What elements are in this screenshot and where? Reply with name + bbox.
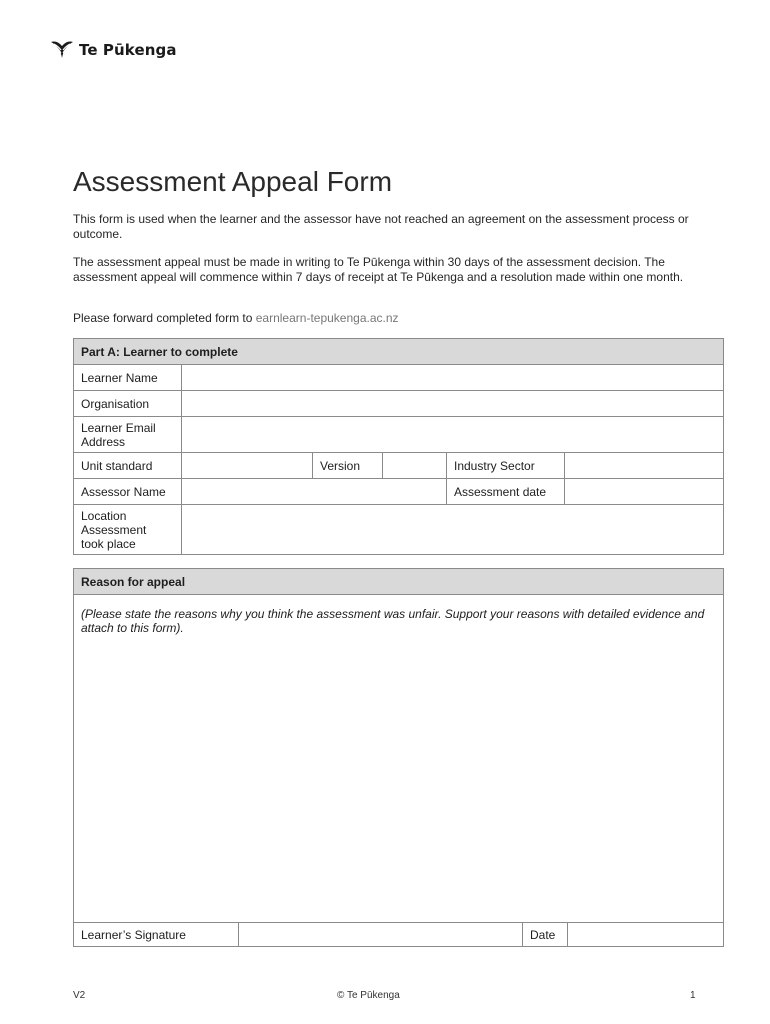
location-label-line3: took place [81,536,136,551]
email-link[interactable]: earnlearn-tepukenga.ac.nz [255,311,399,325]
footer-page-number: 1 [690,990,696,1001]
part-a-table [73,338,724,555]
page-title: Assessment Appeal Form [73,166,393,197]
signature-field[interactable] [239,923,523,947]
learner-email-label [74,417,182,453]
logo-text: Te Pūkenga [79,41,177,59]
brand-logo [50,38,177,62]
date-field[interactable] [568,923,724,947]
version-label: Version [313,453,383,479]
intro-paragraph-1: This form is used when the learner and the assessor have not reached an agreement on the assessment process or outcome. [73,212,689,241]
footer-version: V2 [73,990,86,1001]
footer-copyright: © Te Pūkenga [337,990,400,1001]
industry-sector-field[interactable] [565,453,724,479]
learner-email-label-line2: Address [81,434,126,449]
signature-label: Learner’s Signature [74,923,239,947]
learner-name-label: Learner Name [74,365,182,391]
version-field[interactable] [383,453,447,479]
part-a-header: Part A: Learner to complete [74,339,724,365]
learner-name-field[interactable] [182,365,724,391]
learner-email-label-line1: Learner Email [81,420,156,435]
intro-paragraph-3 [73,311,725,326]
location-label-line2: Assessment [81,522,147,537]
unit-standard-label: Unit standard [74,453,182,479]
reason-field[interactable] [74,595,724,923]
forward-text: Please forward completed form to [73,311,256,325]
industry-sector-label: Industry Sector [447,453,565,479]
location-field[interactable] [182,505,724,555]
intro-paragraph-2: The assessment appeal must be made in writing to Te Pūkenga within 30 days of the assessment decision. The assessment appeal will commence within 7 days of receipt at Te Pūkenga and a resolution made within one month. [73,255,684,284]
assessment-date-field[interactable] [565,479,724,505]
assessor-name-field[interactable] [182,479,447,505]
unit-standard-field[interactable] [182,453,313,479]
reason-table [73,568,724,947]
date-label: Date [523,923,568,947]
bird-logo-icon [50,38,74,62]
organisation-field[interactable] [182,391,724,417]
organisation-label: Organisation [74,391,182,417]
reason-header: Reason for appeal [74,569,724,595]
assessment-date-label: Assessment date [447,479,565,505]
assessor-name-label: Assessor Name [74,479,182,505]
reason-instructions: (Please state the reasons why you think the assessment was unfair. Support your reasons with detailed evidence and attach to this form). [81,607,705,635]
learner-email-field[interactable] [182,417,724,453]
location-label-line1: Location [81,508,127,523]
location-label [74,505,182,555]
